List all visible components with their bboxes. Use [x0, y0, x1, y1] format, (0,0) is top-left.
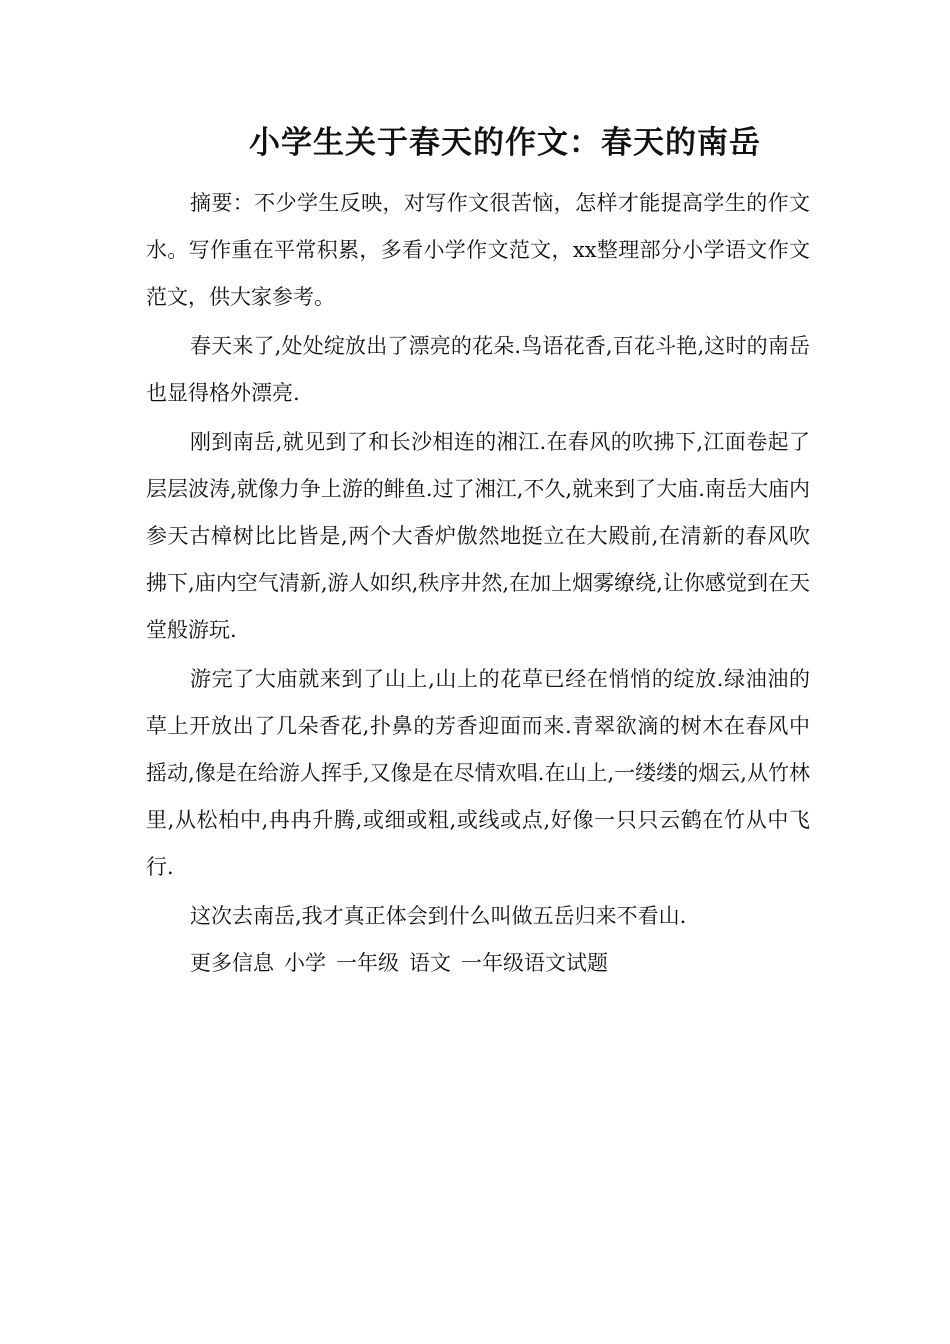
paragraph-spring-arrives: 春天来了,处处绽放出了漂亮的花朵.鸟语花香,百花斗艳,这时的南岳也显得格外漂亮.: [146, 334, 810, 405]
tag-link[interactable]: 语文: [409, 951, 451, 975]
paragraph-abstract: 摘要：不少学生反映，对写作文很苦恼，怎样才能提高学生的作文水。写作重在平常积累，多看小学作文范文，xx整理部分小学语文作文范文，供大家参考。: [146, 191, 810, 309]
tag-link[interactable]: 一年级: [336, 951, 399, 975]
tag-link[interactable]: 一年级语文试题: [461, 951, 608, 975]
page-title: 小学生关于春天的作文：春天的南岳: [249, 125, 761, 161]
more-info-label: 更多信息: [190, 951, 274, 975]
paragraph-xiang-river: 刚到南岳,就见到了和长沙相连的湘江.在春风的吹拂下,江面卷起了层层波涛,就像力争上游的鲱鱼.过了湘江,不久,就来到了大庙.南岳大庙内参天古樟树比比皆是,两个大香炉傲然地挺立在大殿前,在清新的春风吹拂下,庙内空气清新,游人如织,秩序井然,在加上烟雾缭绕,让你感觉到在天堂般游玩.: [146, 430, 810, 642]
paragraph-mountain: 游完了大庙就来到了山上,山上的花草已经在悄悄的绽放.绿油油的草上开放出了几朵香花,扑鼻的芳香迎面而来.青翠欲滴的树木在春风中摇动,像是在给游人挥手,又像是在尽情欢唱.在山上,一缕缕的烟云,从竹林里,从松柏中,冉冉升腾,或细或粗,或线或点,好像一只只云鹤在竹从中飞行.: [146, 667, 810, 879]
more-info-line: [146, 940, 810, 987]
paragraph-conclusion: 这次去南岳,我才真正体会到什么叫做五岳归来不看山.: [190, 904, 687, 928]
article-body: [146, 180, 810, 987]
tag-link[interactable]: 小学: [284, 951, 326, 975]
